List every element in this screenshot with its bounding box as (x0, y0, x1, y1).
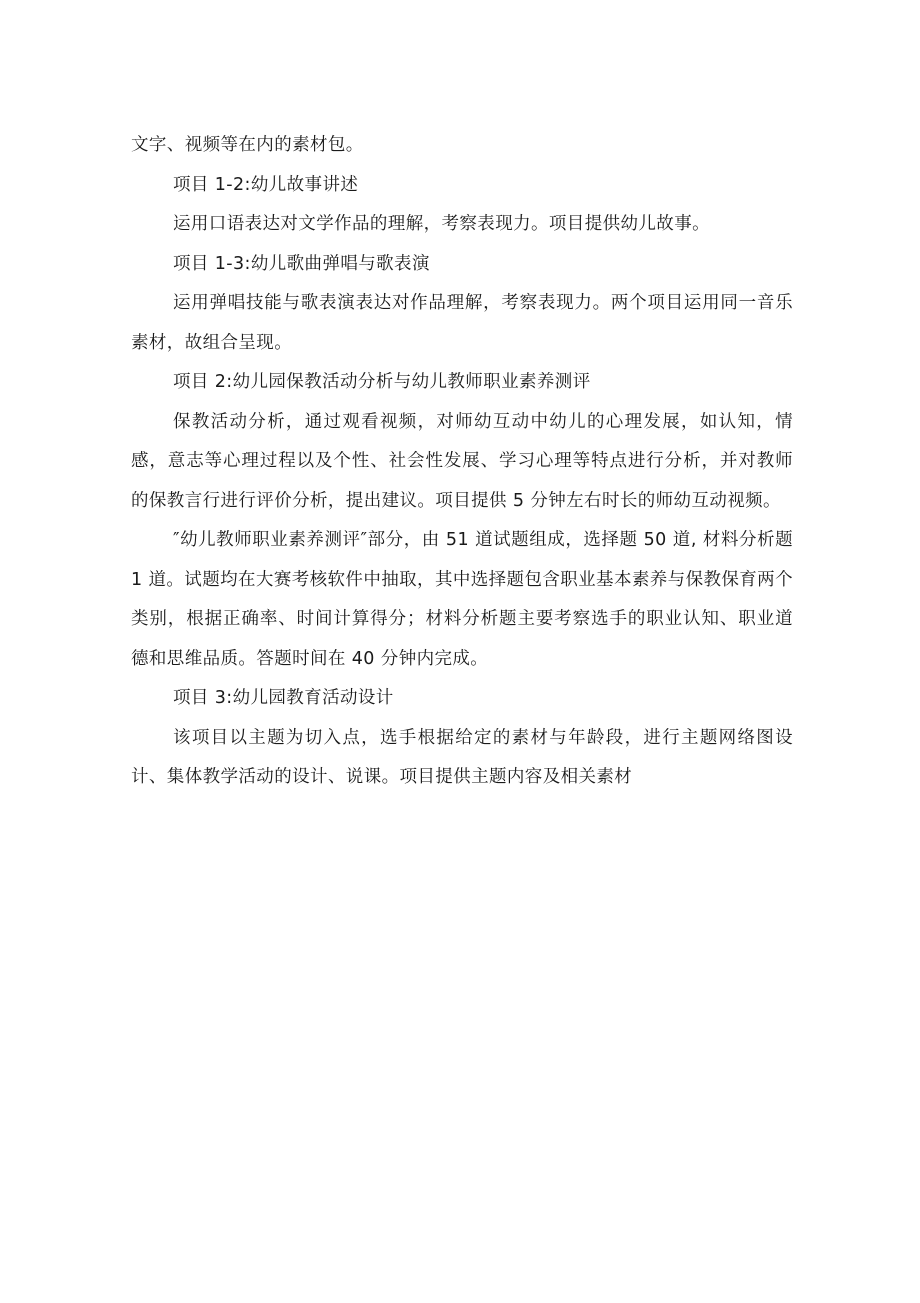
heading-project-1-2: 项目 1-2:幼儿故事讲述 (173, 174, 359, 195)
paragraph-project-3: 该项目以主题为切入点，选手根据给定的素材与年龄段，进行主题网络图设计、集体教学活动的设计、说课。项目提供主题内容及相关素材 (131, 727, 793, 787)
document-body (131, 126, 793, 798)
paragraph-project-2-assessment: ″幼儿教师职业素养测评″部分，由 51 道试题组成，选择题 50 道, 材料分析题 1 道。试题均在大赛考核软件中抽取，其中选择题包含职业基本素养与保教保育两个类别，根据正确率、时间计算得分；材料分析题主要考察选手的职业认知、职业道德和思维品质。答题时间在 40 分钟内完成。 (131, 530, 793, 669)
paragraph-project-1-2: 运用口语表达对文学作品的理解，考察表现力。项目提供幼儿故事。 (173, 214, 710, 234)
heading-project-3: 项目 3:幼儿园教育活动设计 (173, 688, 394, 708)
heading-project-2: 项目 2:幼儿园保教活动分析与幼儿教师职业素养测评 (173, 372, 591, 392)
heading-project-1-3: 项目 1-3:幼儿歌曲弹唱与歌表演 (173, 253, 430, 274)
paragraph-project-1-3: 运用弹唱技能与歌表演表达对作品理解，考察表现力。两个项目运用同一音乐素材，故组合呈现。 (131, 293, 793, 353)
paragraph-project-2-analysis: 保教活动分析，通过观看视频，对师幼互动中幼儿的心理发展，如认知，情感，意志等心理过程以及个性、社会性发展、学习心理等特点进行分析，并对教师的保教言行进行评价分析，提出建议。项目提供 5 分钟左右时长的师幼互动视频。 (131, 411, 793, 511)
paragraph-continuation: 文字、视频等在内的素材包。 (131, 135, 364, 155)
